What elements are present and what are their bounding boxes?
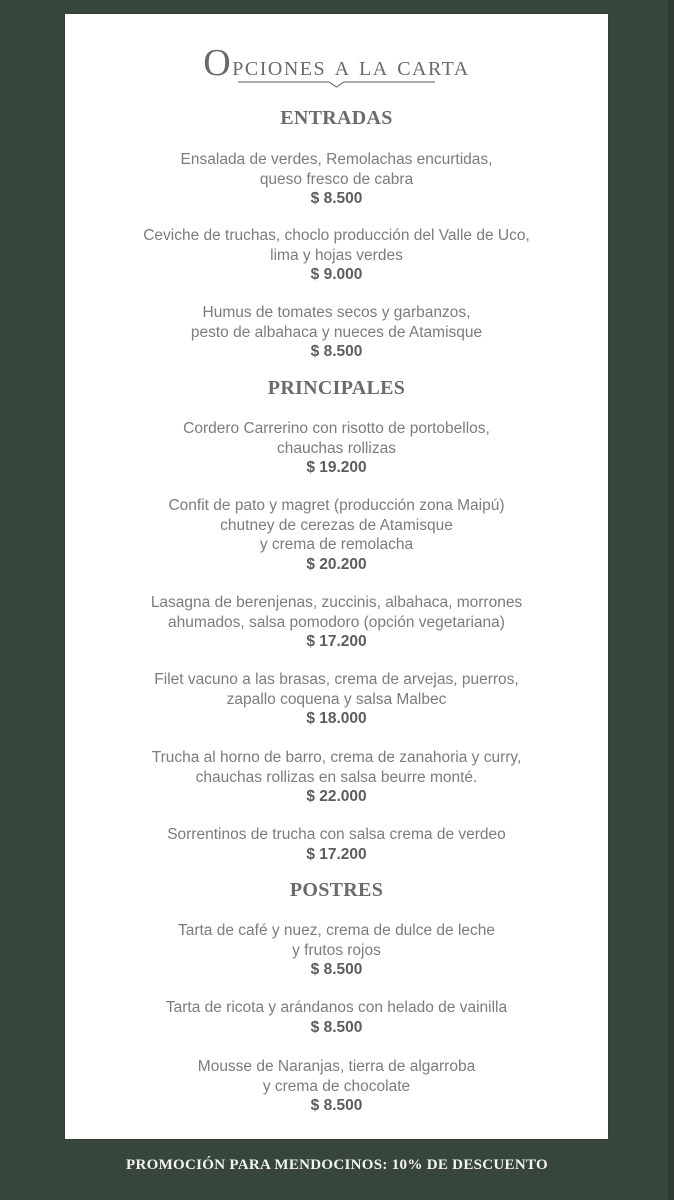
item-description-line: chauchas rollizas en salsa beurre monté. xyxy=(195,768,478,786)
item-description-line: Mousse de Naranjas, tierra de algarroba xyxy=(197,1058,476,1075)
item-description-line: Trucha al horno de barro, crema de zanahoria y curry, xyxy=(151,749,522,766)
menu-item xyxy=(65,921,608,980)
menu-panel xyxy=(65,14,608,1139)
item-description-line: Cordero Carrerino con risotto de portobellos, xyxy=(183,420,490,437)
item-price: $ 8.500 xyxy=(310,1018,363,1036)
menu-item xyxy=(65,593,608,652)
item-description-line: zapallo coquena y salsa Malbec xyxy=(226,690,447,708)
item-price: $ 8.500 xyxy=(310,190,363,207)
menu-item xyxy=(65,303,608,362)
item-description-line: Ceviche de truchas, choclo producción del Valle de Uco, xyxy=(143,227,530,244)
section-title-postres: POSTRES xyxy=(289,879,384,901)
menu-item xyxy=(65,150,608,209)
item-description-line: Confit de pato y magret (producción zona Maipú) xyxy=(168,497,505,514)
item-description-line: y crema de remolacha xyxy=(259,536,414,553)
item-price: $ 20.200 xyxy=(306,555,367,573)
item-description-line: Humus de tomates secos y garbanzos, xyxy=(202,304,471,321)
menu-item xyxy=(65,1057,608,1116)
menu-item xyxy=(65,419,608,478)
item-price: $ 18.000 xyxy=(306,710,367,727)
item-description-line: Tarta de ricota y arándanos con helado de vainilla xyxy=(165,999,508,1016)
menu-item xyxy=(65,998,608,1037)
item-description-line: y crema de chocolate xyxy=(262,1077,411,1095)
menu-item xyxy=(65,748,608,807)
item-description-line: chutney de cerezas de Atamisque xyxy=(220,516,453,534)
right-edge-strip xyxy=(668,0,674,1200)
item-price: $ 8.500 xyxy=(310,343,363,360)
ornament-divider-icon xyxy=(238,76,435,90)
item-price: $ 19.200 xyxy=(306,459,367,476)
item-description-line: pesto de albahaca y nueces de Atamisque xyxy=(190,323,483,341)
item-description-line: Filet vacuno a las brasas, crema de arvejas, puerros, xyxy=(154,671,519,688)
section-title-entradas: ENTRADAS xyxy=(280,107,393,129)
promo-banner: PROMOCIÓN PARA MENDOCINOS: 10% DE DESCUENTO xyxy=(126,1157,548,1173)
menu-item xyxy=(65,496,608,574)
item-price: $ 17.200 xyxy=(306,633,367,650)
menu-item xyxy=(65,670,608,729)
item-description-line: y frutos rojos xyxy=(292,941,381,959)
item-price: $ 8.500 xyxy=(310,961,363,978)
item-description-line: Ensalada de verdes, Remolachas encurtidas, xyxy=(180,151,493,168)
item-description-line: lima y hojas verdes xyxy=(270,246,403,264)
section-title-principales: PRINCIPALES xyxy=(267,377,406,399)
item-description-line: ahumados, salsa pomodoro (opción vegetariana) xyxy=(168,613,505,631)
menu-item xyxy=(65,825,608,864)
item-price: $ 22.000 xyxy=(306,788,367,805)
item-description-line: Tarta de café y nuez, crema de dulce de leche xyxy=(177,922,496,939)
menu-item xyxy=(65,226,608,285)
title-rest: pciones a la carta xyxy=(232,51,470,82)
item-description-line: chauchas rollizas xyxy=(277,439,396,457)
item-description-line: Sorrentinos de trucha con salsa crema de verdeo xyxy=(167,826,506,843)
title-initial: O xyxy=(203,42,233,84)
item-description-line: queso fresco de cabra xyxy=(259,170,414,188)
item-price: $ 9.000 xyxy=(310,266,363,283)
item-description-line: Lasagna de berenjenas, zuccinis, albahaca, morrones xyxy=(150,594,523,611)
item-price: $ 8.500 xyxy=(310,1097,363,1114)
item-price: $ 17.200 xyxy=(306,845,367,863)
